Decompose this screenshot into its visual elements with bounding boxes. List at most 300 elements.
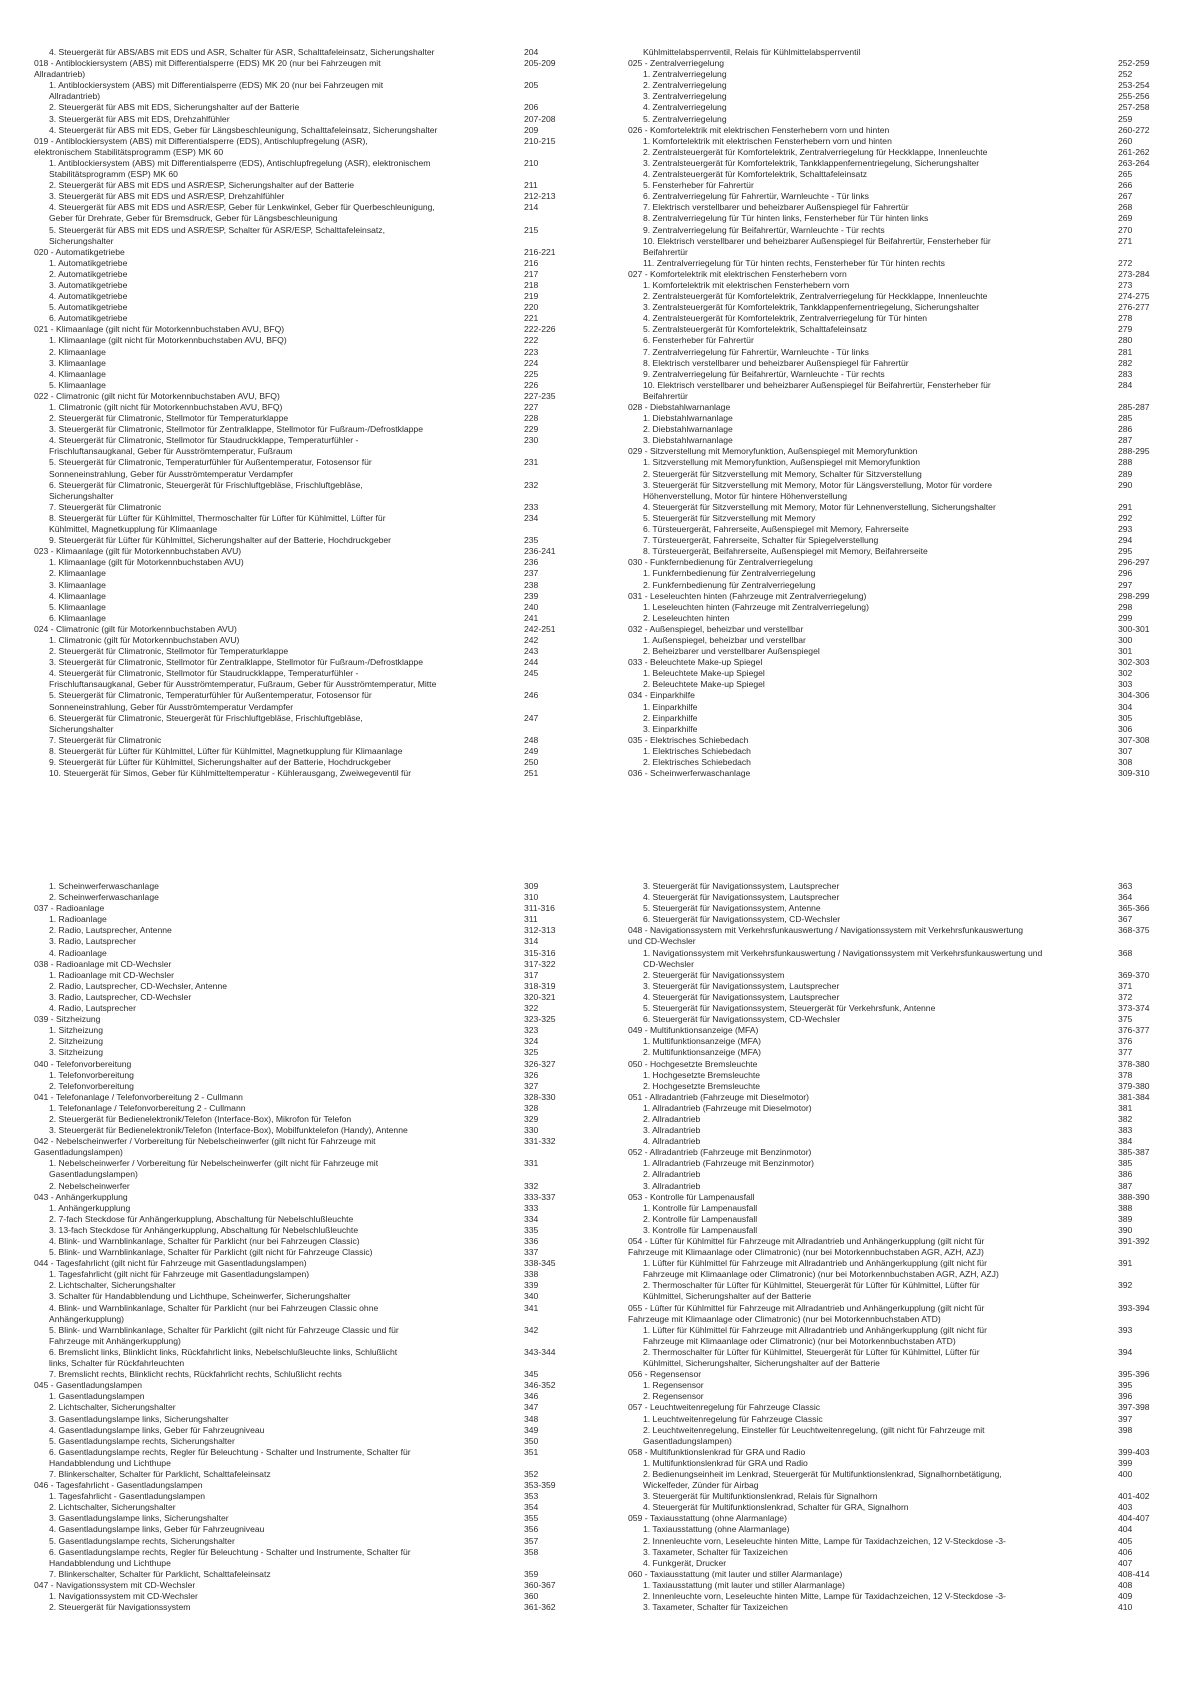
toc-entry-title: 5. Steuergerät für Climatronic, Temperaturfühler für Außentemperatur, Fotosensor für <box>49 690 372 701</box>
toc-subentry <box>34 914 582 925</box>
toc-entry-page: 333 <box>524 1202 539 1213</box>
toc-entry-title: 6. Bremslicht links, Blinklicht links, Rückfahrlicht links, Nebelschlußleuchte links, Schlußlicht <box>49 1346 398 1357</box>
toc-entry-title: 2. Lichtschalter, Sicherungshalter <box>49 1502 176 1513</box>
toc-section-entry <box>34 1192 582 1203</box>
toc-subentry <box>628 114 1158 125</box>
toc-subentry <box>628 1391 1158 1402</box>
toc-entry-title: 2. Innenleuchte vorn, Leseleuchte hinten Mitte, Lampe für Taxidachzeichen, 12 V-Steckdose -3- <box>643 1591 1006 1601</box>
toc-entry-page: 249 <box>524 745 539 756</box>
toc-subentry <box>628 1491 1158 1502</box>
toc-entry-title: 025 - Zentralverriegelung <box>628 58 725 69</box>
toc-entry-title: 1. Sitzverstellung mit Memoryfunktion, Außenspiegel mit Memoryfunktion <box>643 457 921 468</box>
toc-entry-title: 3. Einparkhilfe <box>643 723 698 734</box>
toc-entry-page: 311-316 <box>524 903 555 914</box>
toc-entry-page: 326-327 <box>524 1058 556 1069</box>
toc-entry-title: 5. Automatikgetriebe <box>49 302 128 313</box>
toc-entry-page: 227 <box>524 402 539 412</box>
toc-section-entry <box>628 269 1158 280</box>
toc-entry-page <box>524 169 582 180</box>
toc-subentry <box>628 646 1158 657</box>
toc-entry-title: Wickelfeder, Zünder für Airbag <box>643 1480 759 1491</box>
toc-entry-page: 309 <box>524 881 539 891</box>
toc-entry-page: 352 <box>524 1468 539 1479</box>
toc-section-entry <box>34 1014 582 1025</box>
toc-entry-title: 3. Gasentladungslampe links, Sicherungshalter <box>49 1413 229 1424</box>
toc-entry-page: 393-394 <box>1118 1302 1150 1313</box>
toc-entry-title: 5. Gasentladungslampe rechts, Sicherungshalter <box>49 1535 235 1546</box>
toc-subentry <box>628 1203 1158 1214</box>
toc-entry-page: 283 <box>1118 368 1133 379</box>
toc-subentry <box>34 1036 582 1047</box>
toc-section-entry <box>628 402 1158 413</box>
toc-entry-title: 2. Diebstahlwarnanlage <box>643 424 733 435</box>
toc-subentry <box>34 970 582 981</box>
toc-subentry <box>628 369 1158 380</box>
toc-subentry <box>34 981 582 992</box>
toc-subentry <box>34 613 582 624</box>
toc-entry-page: 315-316 <box>524 947 556 958</box>
toc-subentry <box>628 1502 1158 1513</box>
toc-subentry <box>628 1214 1158 1225</box>
toc-entry-title: 7. Steuergerät für Climatronic <box>49 501 162 512</box>
toc-entry-page: 410 <box>1118 1602 1133 1613</box>
toc-subentry <box>34 1081 582 1092</box>
toc-subentry <box>34 469 582 480</box>
toc-entry-page: 209 <box>524 124 539 135</box>
toc-entry-title: 4. Steuergerät für Sitzverstellung mit Memory, Motor für Lehnenverstellung, Sicherungshalter <box>643 501 996 512</box>
toc-entry-page: 408 <box>1118 1579 1133 1590</box>
toc-subentry <box>628 881 1158 892</box>
toc-entry-title: 045 - Gasentladungslampen <box>34 1380 142 1391</box>
toc-subentry <box>628 535 1158 546</box>
toc-entry-page: 289 <box>1118 468 1133 479</box>
toc-entry-title: Fahrzeuge mit Klimaanlage oder Climatronic) (nur bei Motorkennbuchstaben ATD) <box>643 1335 956 1346</box>
toc-entry-page: 355 <box>524 1513 539 1524</box>
toc-entry-title: 040 - Telefonvorbereitung <box>34 1058 132 1069</box>
toc-section-entry <box>34 1147 582 1158</box>
toc-entry-title: Gasentladungslampen) <box>34 1147 123 1158</box>
toc-subentry <box>628 948 1158 959</box>
toc-entry-title: 3. Taxameter, Schalter für Taxizeichen <box>643 1602 788 1613</box>
toc-entry-page: 274-275 <box>1118 291 1150 302</box>
toc-entry-title: 7. Zentralverriegelung für Fahrertür, Warnleuchte - Tür links <box>643 346 869 357</box>
toc-entry-title: 2. Allradantrieb <box>643 1113 701 1124</box>
toc-subentry <box>34 735 582 746</box>
toc-entry-page: 296 <box>1118 568 1133 579</box>
toc-entry-title: 4. Steuergerät für Navigationssystem, Lautsprecher <box>643 991 840 1002</box>
toc-subentry <box>34 1269 582 1280</box>
toc-entry-title: 3. Sitzheizung <box>49 1047 103 1058</box>
toc-entry-title: 2. Steuergerät für Bedienelektronik/Telefon (Interface-Box), Mikrofon für Telefon <box>49 1113 352 1124</box>
toc-entry-title: 7. Elektrisch verstellbarer und beheizbarer Außenspiegel für Fahrertür <box>643 202 909 213</box>
toc-entry-title: 3. Steuergerät für Bedienelektronik/Telefon (Interface-Box), Mobilfunktelefon (Handy), Antenne <box>49 1125 408 1136</box>
toc-subentry <box>34 457 582 468</box>
toc-entry-title: Fahrzeuge mit Klimaanlage oder Climatronic) (nur bei Motorkennbuchstaben AGR, AZH, AZJ) <box>643 1269 999 1280</box>
toc-subentry <box>628 1536 1158 1547</box>
toc-entry-page: 389 <box>1118 1213 1133 1224</box>
toc-entry-title: Kühlmittelabsperrventil, Relais für Kühlmittelabsperrventil <box>643 47 861 57</box>
toc-subentry <box>628 892 1158 903</box>
toc-subentry <box>34 125 582 136</box>
toc-entry-page: 263-264 <box>1118 157 1150 168</box>
toc-entry-title: 2. Radio, Lautsprecher, Antenne <box>49 925 172 936</box>
toc-entry-title: 3. Steuergerät für Multifunktionslenkrad, Relais für Signalhorn <box>643 1491 878 1502</box>
toc-entry-title: 3. Zentralsteuergerät für Komfortelektrik, Tankklappenfernentriegelung, Sicherungshalter <box>643 157 980 168</box>
toc-subentry <box>34 1114 582 1125</box>
toc-section-entry <box>34 1380 582 1391</box>
toc-entry-title: 2. Steuergerät für ABS mit EDS und ASR/ESP, Sicherungshalter auf der Batterie <box>49 180 355 191</box>
toc-entry-page: 371 <box>1118 980 1133 991</box>
toc-entry-title: 3. Allradantrieb <box>643 1125 701 1136</box>
toc-section-entry <box>628 735 1158 746</box>
toc-subentry <box>34 258 582 269</box>
toc-entry-page <box>1118 1247 1158 1258</box>
toc-section-entry <box>628 690 1158 701</box>
toc-subentry <box>34 424 582 435</box>
toc-subentry <box>34 236 582 247</box>
toc-entry-page: 265 <box>1118 169 1133 180</box>
toc-entry-page: 226 <box>524 379 539 390</box>
toc-entry-page: 215 <box>524 224 539 235</box>
toc-subentry <box>34 402 582 413</box>
toc-subentry <box>628 469 1158 480</box>
toc-subentry <box>628 1558 1158 1569</box>
toc-entry-page: 205-209 <box>524 58 556 69</box>
toc-entry-title: 4. Steuergerät für Climatronic, Stellmotor für Staudruckklappe, Temperaturfühler - <box>49 668 359 679</box>
toc-entry-title: 6. Steuergerät für Navigationssystem, CD-Wechsler <box>643 914 841 925</box>
toc-entry-title: 1. Funkfernbedienung für Zentralverriegelung <box>643 568 816 579</box>
toc-entry-page: 245 <box>524 668 539 679</box>
toc-subentry <box>34 557 582 568</box>
toc-entry-page: 358 <box>524 1546 539 1557</box>
toc-entry-title: 035 - Elektrisches Schiebedach <box>628 734 749 745</box>
toc-entry-title: Frischluftansaugkanal, Geber für Ausströmtemperatur, Fußraum <box>49 446 293 457</box>
toc-subentry <box>34 480 582 491</box>
toc-entry-title: 032 - Außenspiegel, beheizbar und verstellbar <box>628 623 804 634</box>
toc-entry-page: 294 <box>1118 535 1133 546</box>
toc-entry-page: 231 <box>524 457 539 468</box>
toc-entry-page: 388 <box>1118 1202 1133 1213</box>
toc-entry-page: 281 <box>1118 346 1133 357</box>
toc-subentry <box>628 413 1158 424</box>
toc-entry-title: 1. Scheinwerferwaschanlage <box>49 881 159 891</box>
toc-entry-page: 222 <box>524 335 539 346</box>
toc-subentry <box>628 1425 1158 1436</box>
toc-entry-title: 2. 7-fach Steckdose für Anhängerkupplung, Abschaltung für Nebelschlußleuchte <box>49 1213 354 1224</box>
toc-section-entry <box>628 925 1158 936</box>
toc-entry-page: 302 <box>1118 668 1133 679</box>
toc-entry-page: 381 <box>1118 1102 1133 1113</box>
toc-subentry <box>628 213 1158 224</box>
toc-subentry <box>628 679 1158 690</box>
toc-subentry <box>628 1347 1158 1358</box>
toc-section-entry <box>34 247 582 258</box>
toc-entry-page: 357 <box>524 1535 539 1546</box>
toc-entry-page: 273-284 <box>1118 268 1150 279</box>
toc-entry-page: 217 <box>524 268 539 279</box>
toc-entry-page <box>524 69 582 80</box>
toc-entry-title: 8. Steuergerät für Lüfter für Kühlmittel, Thermoschalter für Lüfter für Kühlmittel, Lüfter für <box>49 512 386 523</box>
toc-entry-page: 363 <box>1118 881 1133 891</box>
toc-section-entry <box>628 1513 1158 1524</box>
toc-entry-page: 331 <box>524 1158 539 1169</box>
toc-entry-page: 305 <box>1118 712 1133 723</box>
toc-subentry <box>34 1402 582 1413</box>
toc-entry-title: Frischluftansaugkanal, Geber für Ausströmtemperatur, Fußraum, Geber für Ausströmtemperatur, Mitte <box>49 679 437 690</box>
toc-entry-title: 024 - Climatronic (gilt für Motorkennbuchstaben AVU) <box>34 623 237 634</box>
toc-subentry <box>34 91 582 102</box>
toc-subentry <box>628 1225 1158 1236</box>
toc-entry-title: Kühlmittel, Sicherungshalter, Sicherungshalter auf der Batterie <box>643 1358 880 1369</box>
toc-entry-title: 4. Steuergerät für Climatronic, Stellmotor für Staudruckklappe, Temperaturfühler - <box>49 435 359 446</box>
toc-section-entry <box>628 1025 1158 1036</box>
toc-entry-title: 1. Zentralverriegelung <box>643 69 727 80</box>
toc-subentry <box>34 1158 582 1169</box>
toc-section-entry <box>628 125 1158 136</box>
toc-section-entry <box>628 768 1158 779</box>
toc-subentry <box>34 213 582 224</box>
toc-entry-title: 1. Leseleuchten hinten (Fahrzeuge mit Zentralverriegelung) <box>643 601 869 612</box>
toc-entry-title: 026 - Komfortelektrik mit elektrischen Fensterhebern vorn und hinten <box>628 124 890 135</box>
toc-entry-title: 033 - Beleuchtete Make-up Spiegel <box>628 657 763 668</box>
toc-entry-title: 1. Climatronic (gilt für Motorkennbuchstaben AVU) <box>49 634 240 645</box>
toc-entry-page: 236 <box>524 557 539 568</box>
toc-entry-title: 5. Blink- und Warnblinkanlage, Schalter für Parklicht (gilt nicht für Fahrzeuge Classic und für <box>49 1324 399 1335</box>
toc-subentry <box>628 380 1158 391</box>
toc-entry-page: 383 <box>1118 1125 1133 1136</box>
toc-entry-page: 260 <box>1118 135 1133 146</box>
toc-entry-title: 1. Automatikgetriebe <box>49 257 128 268</box>
toc-section-entry <box>34 58 582 69</box>
toc-entry-title: 046 - Tagesfahrlicht - Gasentladungslampen <box>34 1480 203 1491</box>
toc-section-entry <box>628 1147 1158 1158</box>
toc-entry-page: 375 <box>1118 1014 1133 1025</box>
toc-entry-page: 373-374 <box>1118 1003 1150 1014</box>
toc-entry-title: Beifahrertür <box>643 246 688 257</box>
toc-entry-page: 230 <box>524 435 539 446</box>
toc-entry-page: 302-303 <box>1118 657 1150 668</box>
toc-entry-title: Fahrzeuge mit Anhängerkupplung) <box>49 1335 181 1346</box>
toc-entry-page: 399-403 <box>1118 1446 1150 1457</box>
toc-entry-title: 3. Zentralsteuergerät für Komfortelektrik, Tankklappenfernentriegelung, Sicherungshalter <box>643 302 980 313</box>
toc-entry-page: 293 <box>1118 524 1133 535</box>
toc-entry-page: 323 <box>524 1025 539 1036</box>
toc-entry-page: 317 <box>524 969 539 980</box>
toc-entry-page: 339 <box>524 1280 539 1291</box>
toc-entry-title: 5. Steuergerät für Sitzverstellung mit Memory <box>643 512 816 523</box>
toc-entry-page: 252 <box>1118 69 1133 80</box>
toc-entry-title: 6. Klimaanlage <box>49 612 106 623</box>
toc-entry-page: 320-321 <box>524 991 556 1002</box>
toc-entry-title: 1. Multifunktionslenkrad für GRA und Radio <box>643 1457 808 1468</box>
toc-entry-title: 2. Steuergerät für ABS mit EDS, Sicherungshalter auf der Batterie <box>49 102 300 113</box>
toc-entry-title: 059 - Taxiausstattung (ohne Alarmanlage) <box>628 1513 787 1524</box>
toc-entry-page: 242-251 <box>524 623 556 634</box>
toc-entry-title: 6. Steuergerät für Climatronic, Steuergerät für Frischluftgebläse, Frischluftgebläse, <box>49 712 363 723</box>
toc-entry-title: 1. Elektrisches Schiebedach <box>643 745 751 756</box>
toc-entry-page: 222-226 <box>524 324 556 335</box>
toc-subentry <box>34 1236 582 1247</box>
toc-subentry <box>34 1513 582 1524</box>
toc-entry-title: Fahrzeuge mit Klimaanlage oder Climatronic) (nur bei Motorkennbuchstaben ATD) <box>628 1313 941 1324</box>
toc-subentry <box>628 280 1158 291</box>
toc-entry-page: 290 <box>1118 479 1133 490</box>
toc-entry-title: 4. Steuergerät für Navigationssystem, Lautsprecher <box>643 892 840 903</box>
toc-entry-title: 3. Radio, Lautsprecher <box>49 936 136 947</box>
toc-entry-title: 1. Radioanlage mit CD-Wechsler <box>49 969 174 980</box>
toc-subentry <box>34 1425 582 1436</box>
toc-entry-title: 6. Zentralverriegelung für Fahrertür, Warnleuchte - Tür links <box>643 191 869 202</box>
toc-entry-page: 205 <box>524 80 539 91</box>
toc-section-entry <box>34 324 582 335</box>
toc-subentry <box>628 258 1158 269</box>
toc-entry-page: 391-392 <box>1118 1236 1150 1246</box>
toc-entry-page <box>1118 1314 1158 1325</box>
toc-subentry <box>628 1181 1158 1192</box>
toc-entry-title: 1. Außenspiegel, beheizbar und verstellbar <box>643 634 806 645</box>
toc-entry-page: 229 <box>524 424 539 435</box>
toc-subentry <box>34 1280 582 1291</box>
toc-entry-title: 051 - Allradantrieb (Fahrzeuge mit Dieselmotor) <box>628 1091 810 1102</box>
toc-entry-title: 2. Klimaanlage <box>49 568 106 579</box>
toc-subentry <box>34 1003 582 1014</box>
toc-entry-title: 1. Telefonanlage / Telefonvorbereitung 2 - Cullmann <box>49 1102 246 1113</box>
toc-entry-title: 9. Zentralverriegelung für Beifahrertür, Warnleuchte - Tür rechts <box>643 368 885 379</box>
toc-entry-title: 044 - Tagesfahrlicht (gilt nicht für Fahrzeuge mit Gasentladungslampen) <box>34 1258 307 1269</box>
toc-entry-page: 349 <box>524 1424 539 1435</box>
toc-entry-title: Allradantrieb) <box>34 69 86 80</box>
toc-subentry <box>628 914 1158 925</box>
toc-entry-page: 252-259 <box>1118 58 1150 69</box>
toc-entry-page: 325 <box>524 1047 539 1058</box>
toc-entry-page: 406 <box>1118 1546 1133 1557</box>
toc-entry-title: 023 - Klimaanlage (gilt für Motorkennbuchstaben AVU) <box>34 546 242 557</box>
toc-entry-title: 5. Steuergerät für Navigationssystem, Antenne <box>643 903 821 914</box>
toc-entry-title: 2. Innenleuchte vorn, Leseleuchte hinten Mitte, Lampe für Taxidachzeichen, 12 V-Steckdose -3- <box>643 1535 1006 1546</box>
toc-subentry <box>628 1547 1158 1558</box>
toc-entry-page <box>524 147 582 158</box>
toc-entry-title: 2. Lichtschalter, Sicherungshalter <box>49 1280 176 1291</box>
toc-subentry <box>628 613 1158 624</box>
toc-entry-title: 052 - Allradantrieb (Fahrzeuge mit Benzinmotor) <box>628 1147 812 1158</box>
toc-entry-title: 3. Automatikgetriebe <box>49 279 128 290</box>
toc-entry-title: 021 - Klimaanlage (gilt nicht für Motorkennbuchstaben AVU, BFQ) <box>34 324 285 335</box>
toc-entry-title: 1. Leuchtweitenregelung für Fahrzeuge Classic <box>643 1413 823 1424</box>
toc-entry-page: 365-366 <box>1118 903 1150 914</box>
toc-entry-page: 378 <box>1118 1069 1133 1080</box>
toc-subentry <box>628 502 1158 513</box>
toc-entry-page <box>524 469 582 480</box>
toc-subentry <box>628 757 1158 768</box>
toc-entry-title: 9. Steuergerät für Lüfter für Kühlmittel, Sicherungshalter auf der Batterie, Hochdruckgeber <box>49 757 392 767</box>
toc-entry-page: 206 <box>524 102 539 113</box>
toc-entry-title: 3. Zentralverriegelung <box>643 91 727 102</box>
toc-column-bottom-right <box>628 881 1158 1671</box>
toc-entry-page: 369-370 <box>1118 969 1150 980</box>
toc-subentry <box>34 280 582 291</box>
toc-entry-page: 211 <box>524 180 538 191</box>
toc-entry-title: 4. Radio, Lautsprecher <box>49 1003 136 1014</box>
toc-entry-title: Sicherungshalter <box>49 723 114 734</box>
toc-subentry <box>34 657 582 668</box>
toc-subentry <box>34 1025 582 1036</box>
toc-subentry <box>34 269 582 280</box>
toc-subentry <box>628 1169 1158 1180</box>
toc-entry-page: 332 <box>524 1180 539 1191</box>
toc-section-entry <box>628 1402 1158 1413</box>
toc-entry-page: 367 <box>1118 914 1133 925</box>
toc-subentry <box>628 1602 1158 1613</box>
toc-entry-title: 049 - Multifunktionsanzeige (MFA) <box>628 1025 759 1036</box>
toc-entry-page: 404 <box>1118 1524 1133 1535</box>
toc-entry-page: 267 <box>1118 191 1133 202</box>
toc-entry-page: 237 <box>524 568 539 579</box>
toc-subentry <box>628 435 1158 446</box>
toc-entry-page: 385 <box>1118 1158 1133 1169</box>
toc-entry-title: 4. Radioanlage <box>49 947 107 958</box>
toc-subentry <box>628 1070 1158 1081</box>
toc-section-entry <box>34 136 582 147</box>
toc-entry-page: 288-295 <box>1118 446 1150 457</box>
toc-entry-title: 3. Steuergerät für Navigationssystem, Lautsprecher <box>643 980 840 991</box>
toc-subentry <box>34 1303 582 1314</box>
toc-entry-title: Kühlmittel, Magnetkupplung für Klimaanlage <box>49 524 218 535</box>
toc-subentry <box>628 247 1158 258</box>
toc-entry-page: 351 <box>524 1446 539 1457</box>
toc-entry-title: 10. Steuergerät für Simos, Geber für Kühlmitteltemperatur - Kühlerausgang, Zweiwegeventil für <box>49 768 412 779</box>
toc-entry-title: 2. Lichtschalter, Sicherungshalter <box>49 1402 176 1413</box>
toc-subentry <box>34 1547 582 1558</box>
toc-entry-page: 285-287 <box>1118 402 1150 412</box>
toc-section-entry <box>628 1569 1158 1580</box>
toc-entry-title: 056 - Regensensor <box>628 1369 702 1380</box>
toc-entry-page: 212-213 <box>524 191 556 202</box>
toc-subentry <box>628 1380 1158 1391</box>
toc-entry-title: 7. Blinkerschalter, Schalter für Parklicht, Schalttafeleinsatz <box>49 1568 271 1579</box>
toc-subentry <box>34 1247 582 1258</box>
toc-entry-page: 330 <box>524 1125 539 1136</box>
toc-subentry <box>628 236 1158 247</box>
toc-subentry <box>34 1369 582 1380</box>
toc-entry-title: 058 - Multifunktionslenkrad für GRA und Radio <box>628 1446 806 1457</box>
toc-entry-page: 220 <box>524 302 539 313</box>
toc-column-bottom-left <box>34 881 582 1671</box>
toc-entry-page <box>1118 1358 1158 1369</box>
toc-subentry <box>34 1125 582 1136</box>
toc-subentry <box>34 302 582 313</box>
toc-entry-page: 304-306 <box>1118 690 1150 701</box>
toc-entry-page: 392 <box>1118 1280 1133 1291</box>
toc-entry-page: 376-377 <box>1118 1025 1150 1036</box>
toc-entry-title: 1. Lüfter für Kühlmittel für Fahrzeuge mit Allradantrieb und Anhängerkupplung (gilt nicht für <box>643 1258 987 1269</box>
toc-entry-page: 364 <box>1118 892 1133 903</box>
toc-entry-title: 043 - Anhängerkupplung <box>34 1191 128 1202</box>
toc-entry-title: Gasentladungslampen) <box>49 1169 138 1180</box>
toc-entry-page: 409 <box>1118 1591 1133 1601</box>
toc-entry-title: 1. Navigationssystem mit CD-Wechsler <box>49 1591 198 1601</box>
toc-entry-title: 2. Zentralsteuergerät für Komfortelektrik, Zentralverriegelung für Heckklappe, Innenleuchte <box>643 146 988 157</box>
toc-entry-title: 6. Steuergerät für Navigationssystem, CD-Wechsler <box>643 1014 841 1025</box>
toc-entry-title: 1. Komfortelektrik mit elektrischen Fensterhebern vorn <box>643 279 850 290</box>
toc-entry-title: Anhängerkupplung) <box>49 1313 125 1324</box>
toc-entry-title: 1. Regensensor <box>643 1380 704 1391</box>
toc-entry-title: 050 - Hochgesetzte Bremsleuchte <box>628 1058 758 1069</box>
toc-subentry <box>628 313 1158 324</box>
toc-entry-title: 1. Climatronic (gilt nicht für Motorkennbuchstaben AVU, BFQ) <box>49 402 283 412</box>
toc-subentry <box>34 1558 582 1569</box>
toc-entry-page: 397 <box>1118 1413 1133 1424</box>
toc-entry-page <box>524 1558 582 1569</box>
